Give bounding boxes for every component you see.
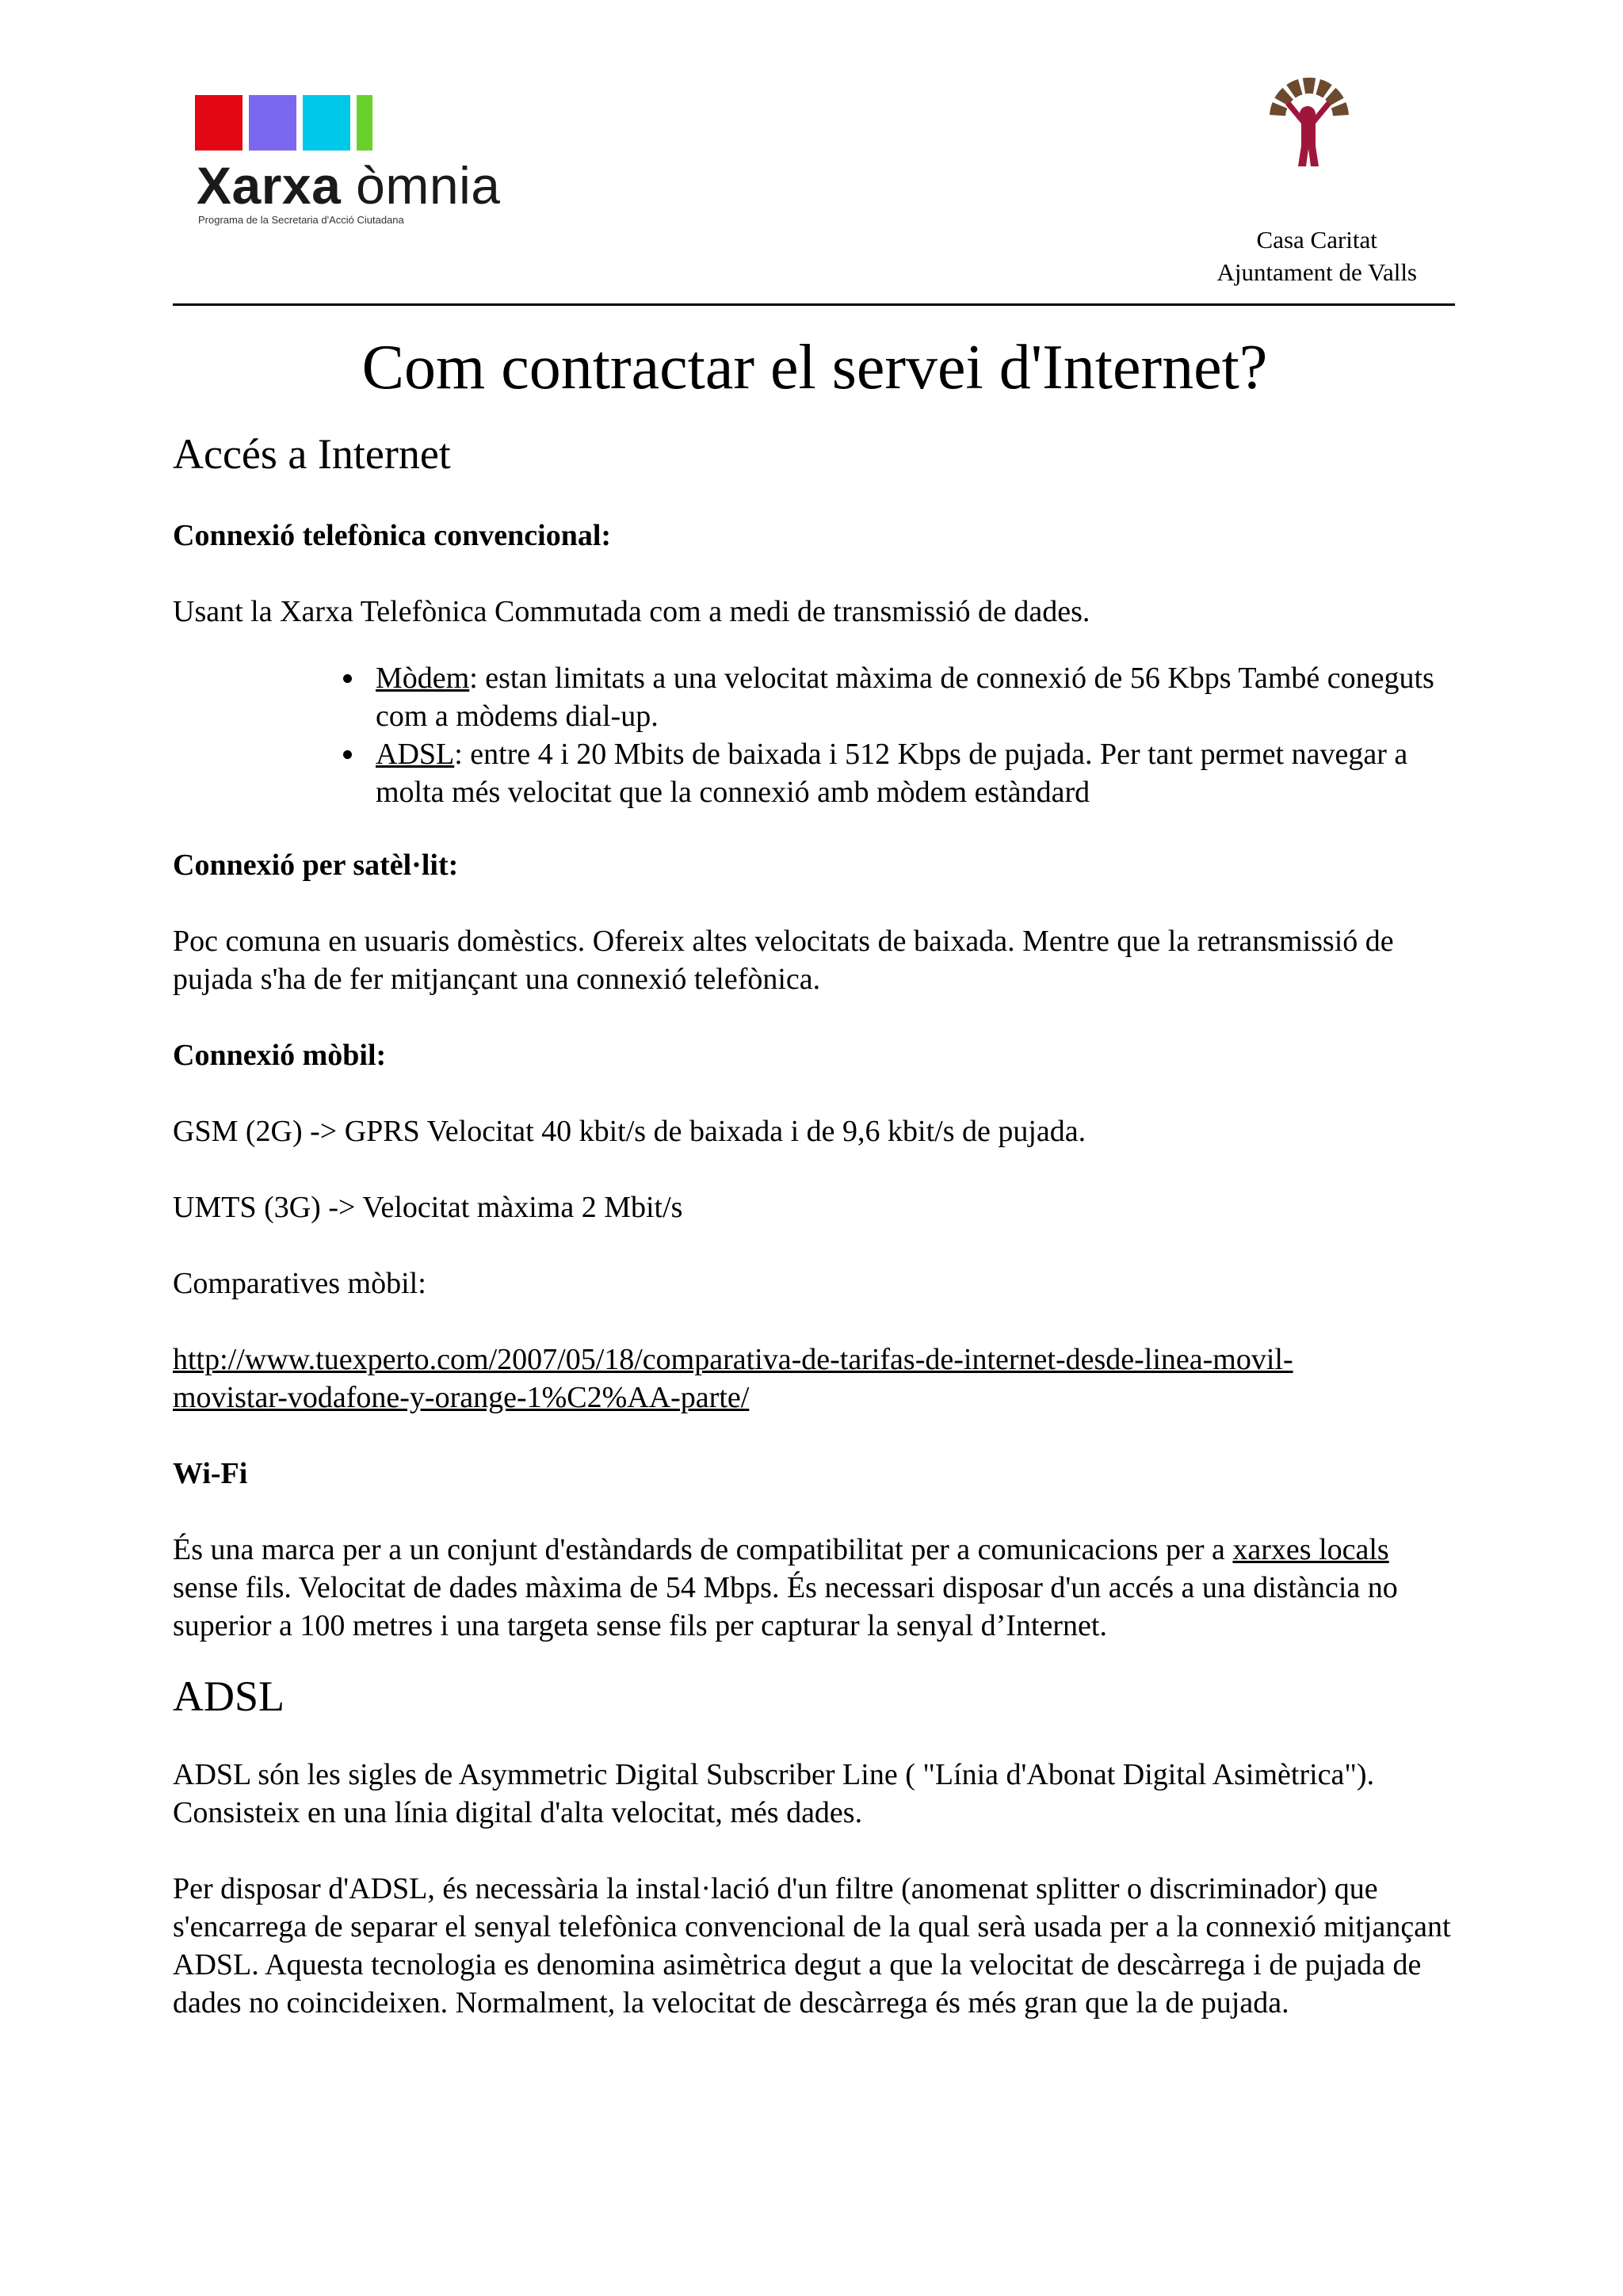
comparatives-link[interactable] <box>173 1343 1293 1414</box>
comparatives-link-block <box>173 1341 1457 1417</box>
logo-square-violet <box>249 95 296 151</box>
xarxa-omnia-logo <box>195 95 528 230</box>
org-line-2: Ajuntament de Valls <box>1216 258 1417 286</box>
xarxes-locals-link[interactable]: xarxes locals <box>1232 1533 1389 1566</box>
casa-caritat-emblem-icon <box>1262 73 1357 168</box>
logo-square-red <box>195 95 242 151</box>
modem-description: : estan limitats a una velocitat màxima de connexió de 56 Kbps També coneguts com a mòdems dial-up. <box>376 662 1434 733</box>
emblem-arc-segment <box>1331 102 1349 116</box>
document-title: Com contractar el servei d'Internet? <box>361 333 1268 402</box>
link-line-2: movistar-vodafone-y-orange-1%C2%AA-parte/ <box>173 1381 750 1414</box>
adsl-paragraph-2: Per disposar d'ADSL, és necessària la instal·lació d'un filtre (anomenat splitter o discriminador) que s'encarrega de separar el senyal telefònica convencional de la qual serà usada per a la connexió mitjançant ADSL. Aquesta tecnologia es denomina asimètrica degut a que la velocitat de descàrrega i de pujada de dades no coincideixen. Normalment, la velocitat de descàrrega és més gran que la de pujada. <box>173 1872 1451 2019</box>
term-adsl: ADSL <box>376 738 455 771</box>
document-body <box>173 325 1457 2022</box>
list-item <box>366 735 1457 811</box>
satellit-text: Poc comuna en usuaris domèstics. Ofereix altes velocitats de baixada. Mentre que la retransmissió de pujada s'ha de fer mitjançant una connexió telefònica. <box>173 925 1394 996</box>
connection-type-list <box>173 659 1457 811</box>
adsl-description: : entre 4 i 20 Mbits de baixada i 512 Kbps de pujada. Per tant permet navegar a molta més velocitat que la connexió amb mòdem estàndard <box>376 738 1408 809</box>
subheading-satellit: Connexió per satèl·lit: <box>173 849 459 882</box>
section-heading-adsl: ADSL <box>173 1672 285 1720</box>
section-heading-acces: Accés a Internet <box>173 430 451 478</box>
emblem-arc-segment <box>1270 102 1287 116</box>
logo-word-strong: Xarxa <box>197 156 342 215</box>
subheading-telefonica: Connexió telefònica convencional: <box>173 519 612 552</box>
adsl-paragraph-1: ADSL són les sigles de Asymmetric Digital Subscriber Line ( "Línia d'Abonat Digital Asimètrica"). Consisteix en una línia digital d'alta velocitat, més dades. <box>173 1758 1375 1829</box>
logo-square-green <box>357 95 372 151</box>
org-line-1: Casa Caritat <box>1256 226 1377 254</box>
logo-wordmark <box>197 155 500 215</box>
logo-tagline: Programa de la Secretaria d'Acció Ciutadana <box>198 214 404 226</box>
subheading-mobil: Connexió mòbil: <box>173 1039 387 1072</box>
telefonica-intro: Usant la Xarxa Telefònica Commutada com a medi de transmissió de dades. <box>173 595 1090 628</box>
emblem-figure <box>1285 101 1331 166</box>
emblem-arc-segment <box>1303 78 1316 93</box>
logo-squares <box>195 95 528 151</box>
comparatives-label: Comparatives mòbil: <box>173 1267 426 1300</box>
header-divider <box>173 303 1455 306</box>
umts-text: UMTS (3G) -> Velocitat màxima 2 Mbit/s <box>173 1191 683 1224</box>
list-item <box>366 659 1457 735</box>
logo-word-light: òmnia <box>356 156 501 215</box>
wifi-text <box>173 1531 1457 1645</box>
wifi-text-start: És una marca per a un conjunt d'estàndards de compatibilitat per a comunicacions per a <box>173 1533 1233 1566</box>
wifi-text-end: sense fils. Velocitat de dades màxima de 54 Mbps. És necessari disposar d'un accés a una distància no superior a 100 metres i una targeta sense fils per capturar la senyal d’Internet. <box>173 1571 1398 1642</box>
emblem-svg <box>1262 73 1357 168</box>
term-modem: Mòdem <box>376 662 470 695</box>
organization-block <box>1216 223 1417 288</box>
gsm-text: GSM (2G) -> GPRS Velocitat 40 kbit/s de baixada i de 9,6 kbit/s de pujada. <box>173 1115 1086 1148</box>
link-line-1: http://www.tuexperto.com/2007/05/18/comparativa-de-tarifas-de-internet-desde-linea-movil- <box>173 1343 1293 1376</box>
logo-square-cyan <box>303 95 350 151</box>
subheading-wifi: Wi-Fi <box>173 1457 248 1490</box>
